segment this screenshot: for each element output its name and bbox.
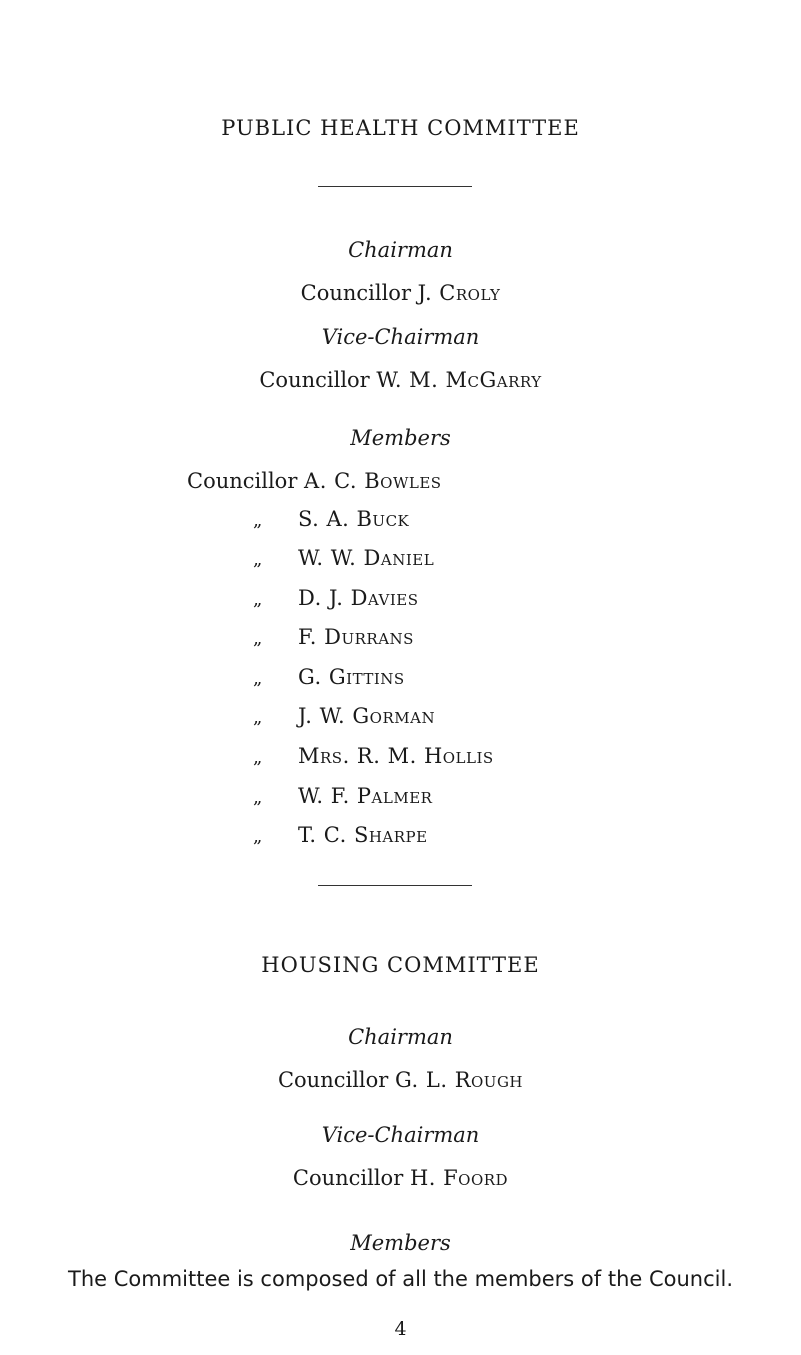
ditto-mark: „ (253, 826, 263, 847)
councillor-prefix: Councillor (259, 368, 370, 392)
member-name: G. Gittins (298, 665, 405, 689)
ditto-mark: „ (253, 747, 263, 768)
ditto-mark: „ (253, 668, 263, 689)
member-name: T. C. Sharpe (298, 823, 428, 847)
member-name: J. W. Gorman (298, 704, 436, 728)
ditto-mark: „ (253, 787, 263, 808)
section-divider (318, 885, 472, 886)
public-health-members-label: Members (350, 426, 451, 450)
member-name: A. C. Bowles (304, 469, 442, 493)
ditto-mark: „ (253, 628, 263, 649)
councillor-prefix: Councillor (292, 1166, 404, 1190)
page-number: 4 (394, 1318, 407, 1340)
public-health-chairman (0, 281, 801, 305)
ditto-mark: „ (253, 549, 263, 570)
public-health-vice-chairman (0, 368, 801, 392)
member-name: S. A. Buck (298, 507, 410, 531)
councillor-prefix: Councillor (277, 1068, 389, 1092)
housing-vice-chairman (0, 1166, 801, 1190)
housing-members-note: The Committee is composed of all the members of the Council. (68, 1267, 733, 1291)
housing-title: HOUSING COMMITTEE (261, 953, 540, 977)
member-name: W. W. Daniel (298, 546, 435, 570)
public-health-chairman-label: Chairman (348, 238, 453, 262)
section-divider (318, 186, 472, 187)
public-health-vice-chairman-label: Vice-Chairman (321, 325, 480, 349)
housing-chairman (0, 1068, 801, 1092)
housing-vice-chairman-label: Vice-Chairman (321, 1123, 480, 1147)
public-health-title: PUBLIC HEALTH COMMITTEE (221, 116, 580, 140)
member-name: D. J. Davies (298, 586, 419, 610)
ditto-mark: „ (253, 589, 263, 610)
councillor-prefix: Councillor (187, 469, 298, 493)
chairman-name: J. Croly (417, 281, 501, 305)
housing-chairman-label: Chairman (348, 1025, 453, 1049)
vice-chairman-name: H. Foord (409, 1166, 509, 1190)
member-name: F. Durrans (298, 625, 414, 649)
chairman-name: G. L. Rough (395, 1068, 524, 1092)
housing-members-label: Members (350, 1231, 451, 1255)
vice-chairman-name: W. M. McGarry (376, 368, 542, 392)
councillor-prefix: Councillor (300, 281, 411, 305)
member-name: Mrs. R. M. Hollis (298, 744, 494, 768)
member-name: W. F. Palmer (298, 784, 433, 808)
ditto-mark: „ (253, 707, 263, 728)
public-health-first-member (187, 469, 442, 493)
ditto-mark: „ (253, 510, 263, 531)
